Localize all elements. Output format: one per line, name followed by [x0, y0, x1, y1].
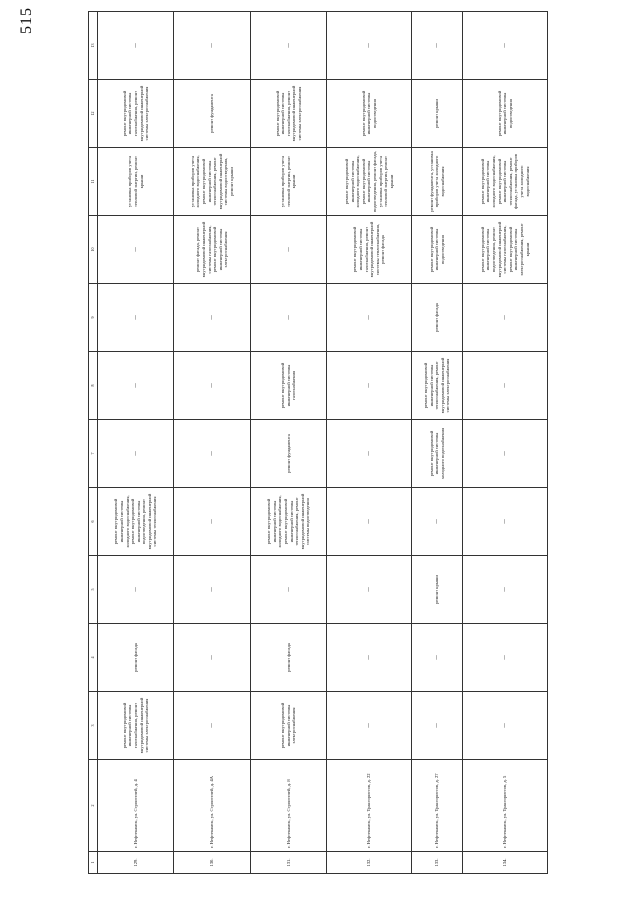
work-cell: — — [327, 420, 412, 488]
work-cell: ремонт фундамента — [250, 420, 326, 488]
header-row — [89, 12, 98, 874]
work-cell: — — [462, 692, 547, 760]
work-cell: — — [250, 12, 326, 80]
work-cell: — — [174, 692, 250, 760]
table-row — [327, 12, 412, 874]
work-cell: — — [174, 488, 250, 556]
work-cell: ремонт внутридомовой инженерной системы газоснабжения — [250, 352, 326, 420]
header-cell: 5 — [89, 556, 98, 624]
work-cell: — — [327, 624, 412, 692]
work-cell: ремонт крыши — [412, 556, 463, 624]
work-cell: — — [250, 556, 326, 624]
work-cell: — — [462, 352, 547, 420]
header-cell: 12 — [89, 80, 98, 148]
work-cell: ремонт фасада — [412, 284, 463, 352]
work-cell: ремонт внутридомовой инженерной системы газоснабжения, ремонт внутридомовой инженерной системы электроснабжения — [98, 80, 174, 148]
work-cell: ремонт внутридомовой инженерной системы газоснабжения, ремонт внутридомовой инженерной системы электроснабжения — [98, 692, 174, 760]
table-row — [174, 12, 250, 874]
address-cell: г. Нефтекамск, ул. Строителей, д. 8 — [250, 760, 326, 852]
work-cell: ремонт внутридомовой инженерной системы газоснабжения, ремонт внутридомовой инженерной системы электроснабжения — [250, 80, 326, 148]
address-cell: г. Нефтекамск, ул. Трактористов, д. 22 — [327, 760, 412, 852]
row-index: 132. — [327, 852, 412, 874]
work-cell: ремонт внутридомовой инженерной системы водоотведения, ремонт внутридомовой инженерной системы газоснабжения, ремонт внутридомовой инженерной системы электроснабжения, ремонт крыши — [462, 216, 547, 284]
work-cell: — — [174, 624, 250, 692]
table-row — [98, 12, 174, 874]
table-container — [88, 32, 548, 874]
work-cell: — — [462, 420, 547, 488]
work-cell: — — [98, 420, 174, 488]
work-cell: установка приборов учета холодного водоснабжения, ремонт внутридомовой инженерной системы теплоснабжения, ремонт внутридомовой инженерной системы водоотведения, ремонт крыши — [174, 148, 250, 216]
row-index: 133. — [412, 852, 463, 874]
header-cell: 7 — [89, 420, 98, 488]
header-cell: 10 — [89, 216, 98, 284]
work-cell: — — [412, 488, 463, 556]
header-cell: 9 — [89, 284, 98, 352]
work-cell: — — [327, 352, 412, 420]
work-cell: — — [462, 556, 547, 624]
header-cell: 1 — [89, 852, 98, 874]
work-cell: — — [412, 12, 463, 80]
work-cell: — — [462, 488, 547, 556]
work-cell: ремонт фасада — [250, 624, 326, 692]
work-cell: — — [98, 284, 174, 352]
work-cell: — — [412, 624, 463, 692]
work-cell: — — [98, 352, 174, 420]
header-cell: 4 — [89, 624, 98, 692]
row-index: 129. — [98, 852, 174, 874]
header-cell: 3 — [89, 692, 98, 760]
work-cell: ремонт фасада, ремонт внутридомовой инженерной системы газоснабжения, ремонт внутридомовой инженерной системы электроснабжения — [174, 216, 250, 284]
work-cell: — — [327, 12, 412, 80]
work-cell: — — [250, 216, 326, 284]
work-cell: ремонт внутридомовой инженерной системы водоотведения — [327, 80, 412, 148]
header-cell: 13 — [89, 12, 98, 80]
work-cell: — — [462, 12, 547, 80]
table-row — [462, 12, 547, 874]
work-cell: ремонт фасада — [98, 624, 174, 692]
table-body — [98, 12, 548, 874]
page-number: 515 — [18, 7, 35, 34]
work-cell: — — [98, 12, 174, 80]
row-index: 131. — [250, 852, 326, 874]
work-cell: — — [327, 556, 412, 624]
header-cell: 11 — [89, 148, 98, 216]
work-cell: — — [327, 488, 412, 556]
work-cell: ремонт внутридомовой инженерной системы холодного водоснабжения, ремонт внутридомовой инженерной системы водоотведения, ремонт внутридомовой инженерной системы теплоснабжения — [98, 488, 174, 556]
work-cell: установка приборов учета тепловой энергии, ремонт крыши — [250, 148, 326, 216]
header-cell: 2 — [89, 760, 98, 852]
repair-schedule-table — [88, 11, 548, 874]
work-cell: — — [98, 216, 174, 284]
work-cell: ремонт внутридомовой инженерной системы холодного водоснабжения, ремонт внутридомовой инженерной системы водоотведения, ремонт фасада, установка приборов учета тепловой энергии, ремонт крыши — [327, 148, 412, 216]
work-cell: ремонт фундамента — [174, 80, 250, 148]
work-cell: ремонт внутридомовой инженерной системы водоотведения — [462, 80, 547, 148]
work-cell: — — [174, 352, 250, 420]
address-cell: г. Нефтекамск, ул. Трактористов, д. 5 — [462, 760, 547, 852]
work-cell: ремонт внутридомовой инженерной системы теплоснабжения, ремонт внутридомовой инженерной системы электроснабжения — [412, 352, 463, 420]
work-cell: — — [250, 284, 326, 352]
work-cell: — — [327, 692, 412, 760]
address-cell: г. Нефтекамск, ул. Трактористов, д. 27 — [412, 760, 463, 852]
table-row — [250, 12, 326, 874]
work-cell: — — [412, 692, 463, 760]
work-cell: — — [462, 624, 547, 692]
work-cell: — — [98, 556, 174, 624]
work-cell: — — [327, 284, 412, 352]
row-index: 134. — [462, 852, 547, 874]
work-cell: ремонт крыши — [412, 80, 463, 148]
work-cell: — — [174, 284, 250, 352]
work-cell: ремонт внутридомовой инженерной системы водоотведения — [412, 216, 463, 284]
work-cell: ремонт внутридомовой инженерной системы холодного водоснабжения, ремонт внутридомовой инженерной системы теплоснабжения, ремонт фасада, установка приборов учета холодного водоснабжения — [462, 148, 547, 216]
header-cell: 8 — [89, 352, 98, 420]
work-cell: ремонт внутридомовой инженерной системы холодного водоснабжения — [412, 420, 463, 488]
work-cell: ремонт внутридомовой инженерной системы электроснабжения — [250, 692, 326, 760]
work-cell: — — [174, 420, 250, 488]
work-cell: — — [174, 556, 250, 624]
work-cell: ремонт фундамента, установка приборов учета холодного водоснабжения — [412, 148, 463, 216]
address-cell: г. Нефтекамск, ул. Строителей, д. 4А — [174, 760, 250, 852]
address-cell: г. Нефтекамск, ул. Строителей, д. 4 — [98, 760, 174, 852]
header-cell: 6 — [89, 488, 98, 556]
work-cell: — — [174, 12, 250, 80]
table-row — [412, 12, 463, 874]
work-cell: — — [462, 284, 547, 352]
work-cell: установка приборов учета тепловой энергии, ремонт крыши — [98, 148, 174, 216]
work-cell: ремонт внутридомовой инженерной системы холодного водоснабжения, ремонт внутридомовой инженерной системы теплоснабжения, ремонт внутридомовой инженерной системы водоотведения — [250, 488, 326, 556]
row-index: 130. — [174, 852, 250, 874]
work-cell: ремонт внутридомовой инженерной системы газоснабжения, ремонт внутридомовой инженерной системы теплоснабжения, ремонт фасада — [327, 216, 412, 284]
